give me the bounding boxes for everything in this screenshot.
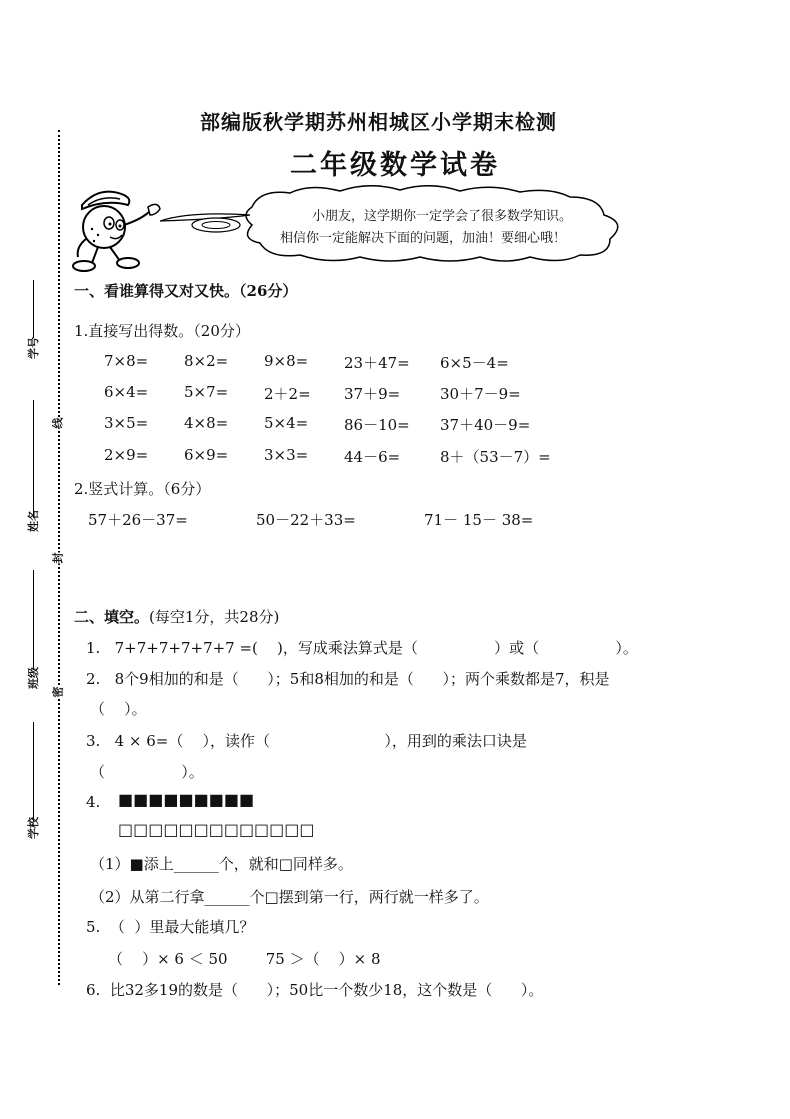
speech-bubble (160, 185, 660, 265)
calc-item: 4×8= (184, 414, 229, 432)
calc-item: 5×7= (184, 383, 229, 401)
exam-title-line1: 部编版秋学期苏州相城区小学期末检测 (200, 110, 557, 134)
fill-item-4-number: 4. (86, 793, 101, 811)
calc-item: 86－10= (344, 416, 410, 434)
fill-item-4-sub2: （2）从第二行拿______个□摆到第一行，两行就一样多了。 (90, 888, 489, 906)
fill-item-2-cont: （ ）。 (90, 700, 147, 718)
margin-line-xingming (33, 400, 34, 518)
calc-item: 23＋47= (344, 354, 410, 372)
calc-item: 37＋40－9= (440, 416, 531, 434)
fill-item-4-sub1: （1）■添上______个，就和□同样多。 (90, 855, 353, 873)
calc-item: 8×2= (184, 352, 229, 370)
fill-item-3-cont: （ ）。 (90, 763, 204, 781)
section2-heading-main: 二、填空。 (74, 608, 150, 626)
exam-title-line2: 二年级数学试卷 (290, 150, 500, 181)
calc-item: 2＋2= (264, 385, 311, 403)
fill-item-5: 5. （ ）里最大能填几？ (86, 918, 255, 936)
section1-heading: 一、看谁算得又对又快。（26分） (74, 282, 298, 300)
fill-item-6: 6. 比32多19的数是（ ）；50比一个数少18，这个数是（ ）。 (86, 981, 544, 999)
calc-item: 9×8= (264, 352, 309, 370)
q2-title: 2.竖式计算。（6分） (74, 480, 211, 498)
margin-label-xingming: 姓名 (27, 510, 40, 532)
calc-item: 3×5= (104, 414, 149, 432)
calc-item: 6×5－4= (440, 354, 509, 372)
vertical-calc-3: 71－ 15－ 38= (424, 511, 534, 529)
calc-item: 30＋7－9= (440, 385, 521, 403)
margin-line-xuexiao (33, 722, 34, 822)
margin-label-banji: 班级 (27, 667, 40, 689)
section2-heading-note: (每空1分，共28分) (149, 608, 280, 626)
fill-item-2: 2. 8个9相加的和是（ ）；5和8相加的和是（ ）；两个乘数都是7，积是 (86, 670, 610, 688)
vertical-calc-2: 50－22＋33= (256, 511, 356, 529)
cartoon-mascot (62, 183, 172, 273)
calc-item: 5×4= (264, 414, 309, 432)
calc-item: 8＋（53－7）= (440, 448, 551, 466)
calc-item: 37＋9= (344, 385, 401, 403)
calc-item: 7×8= (104, 352, 149, 370)
vertical-calc-1: 57＋26－37= (88, 511, 188, 529)
section2-heading (74, 606, 279, 627)
seal-char-feng: 封 (51, 552, 65, 564)
margin-line-banji (33, 570, 34, 670)
bubble-text-line1: 小朋友，这学期你一定学会了很多数学知识。 (312, 209, 573, 224)
calc-item: 44－6= (344, 448, 401, 466)
margin-line-xuehao (33, 280, 34, 338)
seal-char-mi: 密 (51, 686, 65, 698)
black-squares-row: ■■■■■■■■■ (118, 790, 255, 809)
q1-title: 1.直接写出得数。（20分） (74, 322, 250, 340)
bubble-text-line2: 相信你一定能解决下面的问题，加油！要细心哦！ (280, 231, 567, 246)
fill-item-5-expr: （ ）× 6 ＜ 50 75 ＞（ ）× 8 (108, 950, 381, 968)
calc-item: 6×4= (104, 383, 149, 401)
white-squares-row: □□□□□□□□□□□□□ (118, 820, 315, 839)
fill-item-1: 1. 7+7+7+7+7+7 =( )，写成乘法算式是（ ）或（ ）。 (86, 639, 638, 657)
calc-item: 6×9= (184, 446, 229, 464)
margin-label-xuexiao: 学校 (27, 817, 40, 839)
calc-item: 3×3= (264, 446, 309, 464)
fill-item-3: 3. 4 × 6=（ ），读作（ ），用到的乘法口诀是 (86, 732, 527, 750)
seal-char-xian: 线 (51, 417, 65, 429)
margin-label-xuehao: 学号 (27, 337, 40, 359)
calc-item: 2×9= (104, 446, 149, 464)
